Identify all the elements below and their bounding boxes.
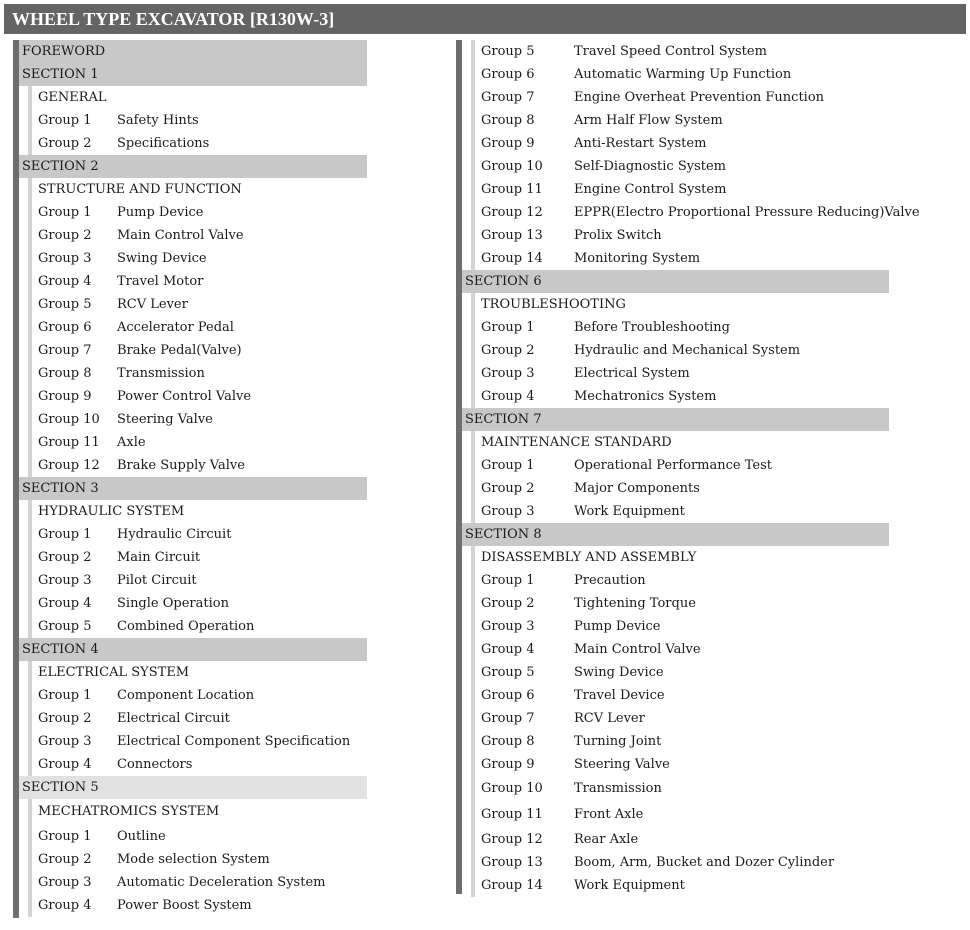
toc-item[interactable] <box>471 661 920 684</box>
toc-item[interactable] <box>28 408 367 431</box>
group-title: Brake Pedal(Valve) <box>117 343 242 358</box>
group-number: Group 9 <box>481 136 535 151</box>
group-title: Connectors <box>117 757 193 772</box>
group-title: Prolix Switch <box>574 228 662 243</box>
group-title: Monitoring System <box>574 251 701 266</box>
group-number: Group 2 <box>38 711 92 726</box>
group-number: Group 4 <box>38 757 92 772</box>
group-number: Group 4 <box>481 642 535 657</box>
toc-item[interactable] <box>471 730 920 753</box>
group-number: Group 11 <box>481 807 543 822</box>
toc-item[interactable] <box>471 592 920 615</box>
group-title: Electrical System <box>574 366 690 381</box>
group-number: Group 1 <box>38 205 92 220</box>
group-title: Power Boost System <box>117 898 252 913</box>
group-title: Travel Speed Control System <box>574 44 767 59</box>
group-number: Group 12 <box>38 458 100 473</box>
group-title: Mode selection System <box>117 852 270 867</box>
group-title: Major Components <box>574 481 700 496</box>
toc-item[interactable] <box>28 270 367 293</box>
group-title: Hydraulic and Mechanical System <box>574 343 801 358</box>
group-title: Single Operation <box>117 596 229 611</box>
group-number: Group 10 <box>481 781 543 796</box>
group-title: Combined Operation <box>117 619 255 634</box>
toc-item[interactable] <box>28 132 367 155</box>
group-number: Group 10 <box>481 159 543 174</box>
group-number: Group 1 <box>481 458 535 473</box>
toc-item[interactable] <box>471 874 920 897</box>
group-number: Group 8 <box>38 366 92 381</box>
group-number: Group 11 <box>481 182 543 197</box>
toc-item[interactable] <box>471 684 920 707</box>
toc-item[interactable] <box>471 851 920 874</box>
group-number: Group 7 <box>38 343 92 358</box>
toc-item[interactable] <box>471 638 920 661</box>
toc-item[interactable] <box>28 431 367 454</box>
group-number: Group 2 <box>481 481 535 496</box>
group-title: Steering Valve <box>574 757 670 772</box>
group-title: Specifications <box>117 136 210 151</box>
toc-item[interactable] <box>28 224 367 247</box>
group-number: Group 4 <box>38 596 92 611</box>
group-title: Work Equipment <box>574 878 685 893</box>
toc-item[interactable] <box>28 546 367 569</box>
toc-item[interactable] <box>471 753 920 776</box>
group-number: Group 3 <box>38 251 92 266</box>
group-title: Travel Motor <box>117 274 204 289</box>
group-title: Accelerator Pedal <box>117 320 234 335</box>
toc-item[interactable] <box>28 454 367 477</box>
group-number: Group 4 <box>481 389 535 404</box>
group-title: Axle <box>117 435 146 450</box>
group-number: Group 1 <box>38 829 92 844</box>
toc-item[interactable] <box>471 776 920 802</box>
toc-item[interactable] <box>28 201 367 224</box>
group-number: Group 5 <box>481 665 535 680</box>
group-number: Group 2 <box>481 343 535 358</box>
group-title: Rear Axle <box>574 832 639 847</box>
group-number: Group 2 <box>38 550 92 565</box>
group-title: Power Control Valve <box>117 389 252 404</box>
group-title: Engine Control System <box>574 182 727 197</box>
group-number: Group 2 <box>38 228 92 243</box>
toc-item[interactable] <box>28 109 367 132</box>
toc-item[interactable] <box>471 615 920 638</box>
group-title: Brake Supply Valve <box>117 458 245 473</box>
toc-item[interactable] <box>471 155 920 178</box>
group-title: Front Axle <box>574 807 644 822</box>
group-title: Pump Device <box>574 619 661 634</box>
group-number: Group 3 <box>38 875 92 890</box>
toc-item[interactable] <box>28 730 367 753</box>
toc-item[interactable] <box>28 848 367 871</box>
chapter-title: ELECTRICAL SYSTEM <box>28 661 367 684</box>
group-number: Group 3 <box>38 734 92 749</box>
group-number: Group 10 <box>38 412 100 427</box>
group-title: Anti-Restart System <box>574 136 707 151</box>
group-number: Group 11 <box>38 435 100 450</box>
toc-item[interactable] <box>471 247 920 270</box>
group-title: Self-Diagnostic System <box>574 159 726 174</box>
group-number: Group 3 <box>38 573 92 588</box>
group-title: Arm Half Flow System <box>574 113 723 128</box>
group-title: Main Circuit <box>117 550 201 565</box>
group-title: Electrical Circuit <box>117 711 230 726</box>
toc-item[interactable] <box>28 569 367 592</box>
toc-item[interactable] <box>471 109 920 132</box>
toc-item[interactable] <box>28 707 367 730</box>
group-title: RCV Lever <box>574 711 645 726</box>
group-number: Group 3 <box>481 619 535 634</box>
chapter-title: GENERAL <box>28 86 367 109</box>
group-title: EPPR(Electro Proportional Pressure Reducing)Valve <box>574 205 920 220</box>
section-header-section-6[interactable]: SECTION 6 <box>462 270 889 293</box>
toc-left-list <box>13 40 367 917</box>
chapter-title: HYDRAULIC SYSTEM <box>28 500 367 523</box>
group-number: Group 13 <box>481 228 543 243</box>
group-number: Group 5 <box>481 44 535 59</box>
toc-item[interactable] <box>471 339 920 362</box>
chapter-title: STRUCTURE AND FUNCTION <box>28 178 367 201</box>
group-title: Swing Device <box>117 251 207 266</box>
toc-item[interactable] <box>28 523 367 546</box>
group-number: Group 12 <box>481 205 543 220</box>
group-title: Safety Hints <box>117 113 199 128</box>
group-title: Outline <box>117 829 166 844</box>
group-number: Group 5 <box>38 297 92 312</box>
toc-item[interactable] <box>471 63 920 86</box>
group-title: Travel Device <box>574 688 665 703</box>
group-number: Group 14 <box>481 251 543 266</box>
toc-item[interactable] <box>28 339 367 362</box>
group-title: Work Equipment <box>574 504 685 519</box>
group-number: Group 6 <box>481 67 535 82</box>
group-number: Group 1 <box>481 573 535 588</box>
section-header-foreword[interactable]: FOREWORD <box>19 40 367 63</box>
toc-item[interactable] <box>28 316 367 339</box>
toc-item[interactable] <box>28 385 367 408</box>
toc-item[interactable] <box>471 500 920 523</box>
group-number: Group 4 <box>38 898 92 913</box>
section-header-section-2[interactable]: SECTION 2 <box>19 155 367 178</box>
toc-item[interactable] <box>471 828 920 851</box>
toc-item[interactable] <box>28 684 367 707</box>
group-number: Group 12 <box>481 832 543 847</box>
group-title: Mechatronics System <box>574 389 717 404</box>
toc-item[interactable] <box>471 201 920 224</box>
group-number: Group 2 <box>481 596 535 611</box>
toc-left-column <box>13 40 367 917</box>
toc-item[interactable] <box>471 707 920 730</box>
toc-item[interactable] <box>471 178 920 201</box>
toc-item[interactable] <box>28 592 367 615</box>
toc-item[interactable] <box>471 86 920 109</box>
group-title: Transmission <box>117 366 205 381</box>
group-title: Pilot Circuit <box>117 573 197 588</box>
toc-item[interactable] <box>471 224 920 247</box>
group-number: Group 8 <box>481 734 535 749</box>
group-number: Group 4 <box>38 274 92 289</box>
group-title: Pump Device <box>117 205 204 220</box>
group-title: Turning Joint <box>574 734 662 749</box>
group-title: RCV Lever <box>117 297 188 312</box>
toc-item[interactable] <box>28 871 367 894</box>
toc-item[interactable] <box>471 385 920 408</box>
toc-item[interactable] <box>471 802 920 828</box>
chapter-title: MECHATROMICS SYSTEM <box>28 799 367 825</box>
toc-item[interactable] <box>471 454 920 477</box>
group-title: Automatic Deceleration System <box>117 875 326 890</box>
section-header-section-4[interactable]: SECTION 4 <box>19 638 367 661</box>
group-number: Group 14 <box>481 878 543 893</box>
group-number: Group 9 <box>481 757 535 772</box>
toc-item[interactable] <box>471 569 920 592</box>
section-header-section-1[interactable]: SECTION 1 <box>19 63 367 86</box>
toc-item[interactable] <box>471 477 920 500</box>
group-title: Swing Device <box>574 665 664 680</box>
toc-item[interactable] <box>28 293 367 316</box>
group-number: Group 2 <box>38 852 92 867</box>
group-title: Electrical Component Specification <box>117 734 351 749</box>
toc-item[interactable] <box>471 316 920 339</box>
group-title: Automatic Warming Up Function <box>574 67 792 82</box>
section-header-section-8[interactable]: SECTION 8 <box>462 523 889 546</box>
group-number: Group 7 <box>481 90 535 105</box>
toc-item[interactable] <box>28 825 367 848</box>
chapter-title: MAINTENANCE STANDARD <box>471 431 920 454</box>
toc-right-column <box>456 40 920 897</box>
group-number: Group 7 <box>481 711 535 726</box>
toc-item[interactable] <box>471 362 920 385</box>
toc-item[interactable] <box>28 615 367 638</box>
toc-item[interactable] <box>28 753 367 776</box>
page-title: WHEEL TYPE EXCAVATOR [R130W-3] <box>4 4 966 34</box>
group-number: Group 1 <box>38 113 92 128</box>
group-title: Main Control Valve <box>117 228 244 243</box>
group-title: Transmission <box>574 781 662 796</box>
group-title: Main Control Valve <box>574 642 701 657</box>
group-number: Group 3 <box>481 366 535 381</box>
group-title: Before Troubleshooting <box>574 320 730 335</box>
toc-item[interactable] <box>28 894 367 917</box>
group-number: Group 8 <box>481 113 535 128</box>
toc-item[interactable] <box>471 40 920 63</box>
group-title: Precaution <box>574 573 646 588</box>
group-title: Engine Overheat Prevention Function <box>574 90 825 105</box>
chapter-title: TROUBLESHOOTING <box>471 293 920 316</box>
group-number: Group 1 <box>481 320 535 335</box>
toc-item[interactable] <box>471 132 920 155</box>
section-header-section-7[interactable]: SECTION 7 <box>462 408 889 431</box>
section-header-section-3[interactable]: SECTION 3 <box>19 477 367 500</box>
group-number: Group 5 <box>38 619 92 634</box>
section-header-section-5[interactable]: SECTION 5 <box>19 776 367 799</box>
column-divider <box>456 40 462 894</box>
group-number: Group 1 <box>38 688 92 703</box>
group-number: Group 3 <box>481 504 535 519</box>
group-title: Operational Performance Test <box>574 458 772 473</box>
group-number: Group 9 <box>38 389 92 404</box>
toc-right-list <box>456 40 920 897</box>
group-number: Group 2 <box>38 136 92 151</box>
group-number: Group 6 <box>481 688 535 703</box>
group-title: Tightening Torque <box>574 596 696 611</box>
toc-item[interactable] <box>28 247 367 270</box>
group-number: Group 13 <box>481 855 543 870</box>
toc-item[interactable] <box>28 362 367 385</box>
group-number: Group 1 <box>38 527 92 542</box>
chapter-title: DISASSEMBLY AND ASSEMBLY <box>471 546 920 569</box>
group-title: Boom, Arm, Bucket and Dozer Cylinder <box>574 855 835 870</box>
group-number: Group 6 <box>38 320 92 335</box>
group-title: Hydraulic Circuit <box>117 527 232 542</box>
group-title: Steering Valve <box>117 412 213 427</box>
group-title: Component Location <box>117 688 255 703</box>
